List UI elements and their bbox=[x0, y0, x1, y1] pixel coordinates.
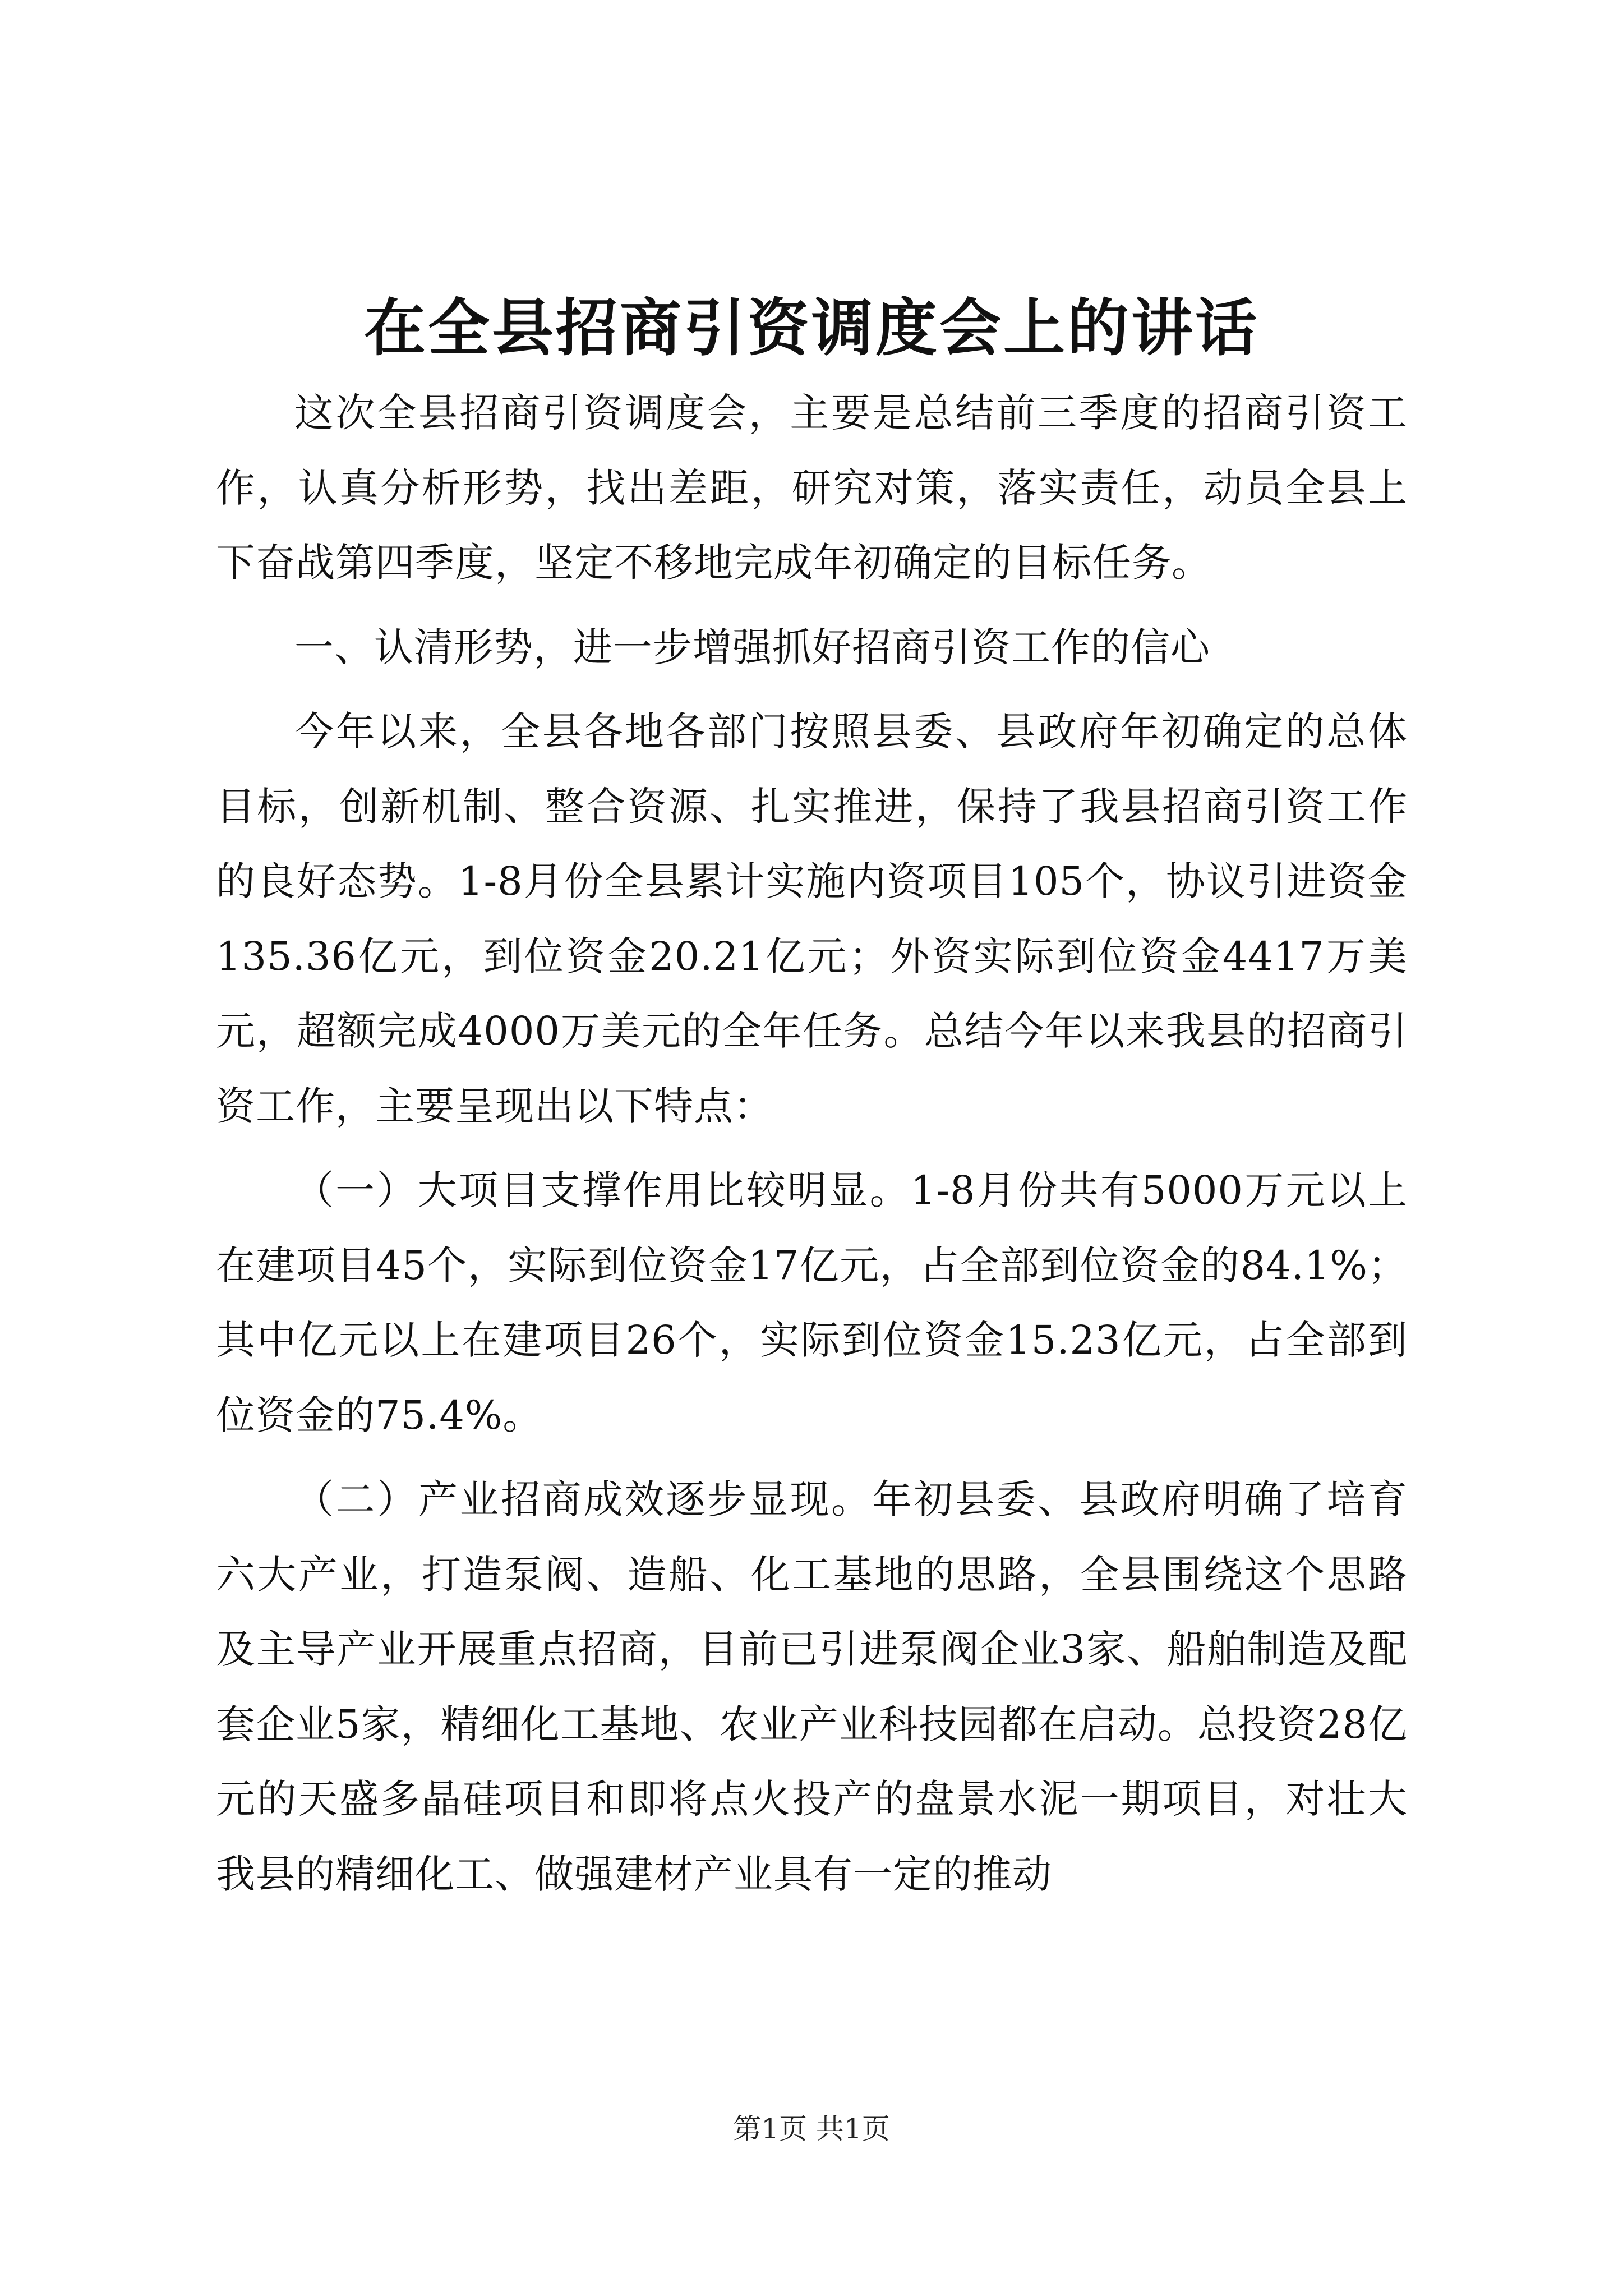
intro-paragraph: 这次全县招商引资调度会，主要是总结前三季度的招商引资工作，认真分析形势，找出差距，研究对策，落实责任，动员全县上下奋战第四季度，坚定不移地完成年初确定的目标任务。 bbox=[216, 390, 1408, 586]
document-body bbox=[216, 376, 1408, 1912]
document-title: 在全县招商引资调度会上的讲话 bbox=[364, 292, 1259, 364]
body-paragraph: 今年以来，全县各地各部门按照县委、县政府年初确定的总体目标，创新机制、整合资源、扎实推进，保持了我县招商引资工作的良好态势。1-8月份全县累计实施内资项目105个，协议引进资金135.36亿元，到位资金20.21亿元；外资实际到位资金4417万美元，超额完成4000万美元的全年任务。总结今年以来我县的招商引资工作，主要呈现出以下特点： bbox=[216, 708, 1408, 1129]
body-paragraph: （二）产业招商成效逐步显现。年初县委、县政府明确了培育六大产业，打造泵阀、造船、化工基地的思路，全县围绕这个思路及主导产业开展重点招商，目前已引进泵阀企业3家、船舶制造及配套企业5家，精细化工基地、农业产业科技园都在启动。总投资28亿元的天盛多晶硅项目和即将点火投产的盘景水泥一期项目，对壮大我县的精细化工、做强建材产业具有一定的推动 bbox=[216, 1476, 1408, 1897]
section-heading: 一、认清形势，进一步增强抓好招商引资工作的信心 bbox=[294, 624, 1210, 670]
page-footer: 第1页 共1页 bbox=[733, 2113, 890, 2145]
body-paragraph: （一）大项目支撑作用比较明显。1-8月份共有5000万元以上在建项目45个，实际到位资金17亿元，占全部到位资金的84.1%；其中亿元以上在建项目26个，实际到位资金15.23亿元，占全部到位资金的75.4%。 bbox=[216, 1167, 1408, 1438]
